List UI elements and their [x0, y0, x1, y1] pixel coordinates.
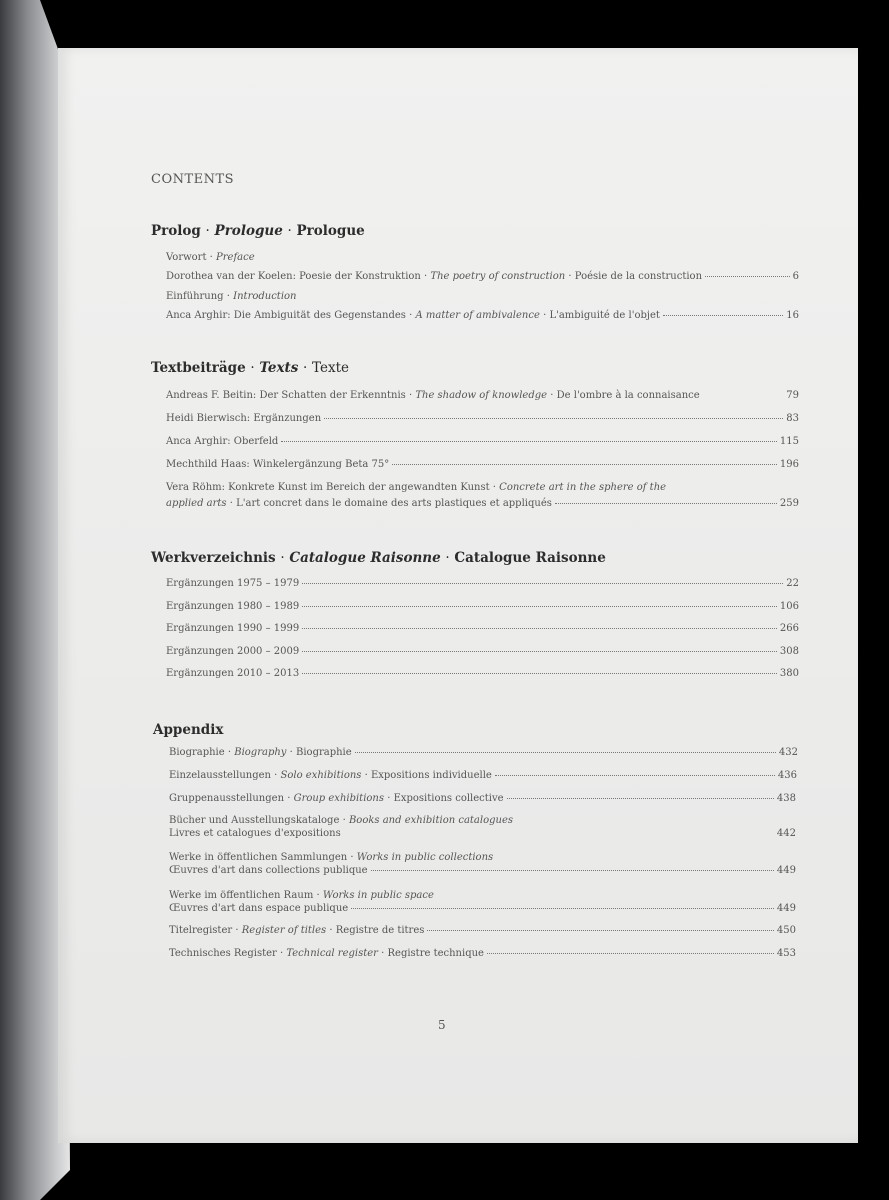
contents-title: CONTENTS — [151, 172, 235, 187]
page-ref: 115 — [779, 436, 799, 447]
toc-entry-catalogue[interactable]: Ergänzungen 1980 – 1989 106 — [166, 601, 799, 612]
toc-entry-titel[interactable]: Titelregister · Register of titles · Registre de titres 450 — [169, 925, 796, 936]
page-ref: 380 — [779, 668, 799, 679]
page-ref: 442 — [776, 828, 796, 839]
page-ref: 6 — [792, 271, 799, 282]
dot-leader — [302, 673, 777, 674]
toc-entry-beitin[interactable]: Andreas F. Beitin: Der Schatten der Erkenntnis · The shadow of knowledge · De l'ombre à la connaisance 79 — [166, 390, 799, 401]
toc-entry-biographie[interactable]: Biographie · Biography · Biographie 432 — [169, 747, 798, 758]
dot-leader — [281, 441, 777, 442]
page-ref: 266 — [779, 623, 799, 634]
dot-leader — [351, 908, 774, 909]
toc-entry-technisch[interactable]: Technisches Register · Technical register · Registre technique 453 — [169, 948, 796, 959]
vorwort-label: Vorwort · Preface — [166, 252, 255, 263]
toc-entry-sammlungen-line2[interactable]: Œuvres d'art dans collections publique 449 — [169, 865, 796, 876]
page-number: 5 — [438, 1018, 446, 1032]
section-texts-heading: Textbeiträge · Texts · Texte — [151, 360, 350, 376]
dot-leader — [487, 953, 774, 954]
contents-page — [58, 48, 858, 1143]
toc-entry-buecher-line2[interactable]: Livres et catalogues d'expositions 442 — [169, 828, 796, 839]
page-ref: 259 — [779, 498, 799, 509]
einfuehrung-label: Einführung · Introduction — [166, 291, 297, 302]
page-ref: 308 — [779, 646, 799, 657]
toc-entry-rohm-line1[interactable]: Vera Röhm: Konkrete Kunst im Bereich der angewandten Kunst · Concrete art in the sphere of the — [166, 482, 667, 493]
toc-entry-gruppen[interactable]: Gruppenausstellungen · Group exhibitions · Expositions collective 438 — [169, 793, 796, 804]
toc-entry-bierwisch[interactable]: Heidi Bierwisch: Ergänzungen 83 — [166, 413, 799, 424]
dot-leader — [392, 464, 777, 465]
dot-leader — [705, 276, 790, 277]
page-ref: 83 — [786, 413, 799, 424]
toc-entry-buecher-line1[interactable]: Bücher und Ausstellungskataloge · Books and exhibition catalogues — [169, 815, 514, 826]
toc-entry-haas[interactable]: Mechthild Haas: Winkelergänzung Beta 75° 196 — [166, 459, 799, 470]
dot-leader — [663, 315, 783, 316]
page-ref: 453 — [776, 948, 796, 959]
page-ref: 22 — [786, 578, 799, 589]
toc-entry-catalogue[interactable]: Ergänzungen 2000 – 2009 308 — [166, 646, 799, 657]
page-ref: 432 — [778, 747, 798, 758]
dot-leader — [427, 930, 774, 931]
toc-entry-catalogue[interactable]: Ergänzungen 1975 – 1979 22 — [166, 578, 799, 589]
toc-entry-arghir[interactable]: Anca Arghir: Die Ambiguität des Gegenstandes · A matter of ambivalence · L'ambiguité de l'objet 16 — [166, 310, 799, 321]
page-ref: 196 — [779, 459, 799, 470]
dot-leader — [302, 583, 783, 584]
dot-leader — [371, 870, 774, 871]
page-ref: 79 — [786, 390, 799, 401]
page-ref: 450 — [776, 925, 796, 936]
dot-leader — [507, 798, 774, 799]
dot-leader — [555, 503, 777, 504]
page-ref: 106 — [779, 601, 799, 612]
page-ref: 449 — [776, 865, 796, 876]
dot-leader — [355, 752, 776, 753]
section-appendix-heading: Appendix — [153, 722, 224, 738]
dot-leader — [302, 628, 777, 629]
section-catalogue-heading: Werkverzeichnis · Catalogue Raisonne · Catalogue Raisonne — [151, 550, 606, 566]
toc-entry-catalogue[interactable]: Ergänzungen 2010 – 2013 380 — [166, 668, 799, 679]
toc-entry-rohm-line2[interactable]: applied arts · L'art concret dans le domaine des arts plastiques et appliqués 259 — [166, 498, 799, 509]
toc-entry-koelen[interactable]: Dorothea van der Koelen: Poesie der Konstruktion · The poetry of construction · Poésie de la construction 6 — [166, 271, 799, 282]
page-ref: 449 — [776, 903, 796, 914]
toc-entry-oberfeld[interactable]: Anca Arghir: Oberfeld 115 — [166, 436, 799, 447]
dot-leader — [495, 775, 775, 776]
toc-entry-raum-line2[interactable]: Œuvres d'art dans espace publique 449 — [169, 903, 796, 914]
toc-entry-raum-line1[interactable]: Werke im öffentlichen Raum · Works in public space — [169, 890, 434, 901]
dot-leader — [302, 606, 777, 607]
page-ref: 16 — [786, 310, 799, 321]
page-ref: 436 — [777, 770, 797, 781]
page-ref: 438 — [776, 793, 796, 804]
dot-leader — [324, 418, 783, 419]
toc-entry-einzel[interactable]: Einzelausstellungen · Solo exhibitions · Expositions individuelle 436 — [169, 770, 797, 781]
toc-entry-catalogue[interactable]: Ergänzungen 1990 – 1999 266 — [166, 623, 799, 634]
toc-entry-sammlungen-line1[interactable]: Werke in öffentlichen Sammlungen · Works in public collections — [169, 852, 494, 863]
section-prolog-heading: Prolog · Prologue · Prologue — [151, 223, 365, 239]
dot-leader — [302, 651, 777, 652]
